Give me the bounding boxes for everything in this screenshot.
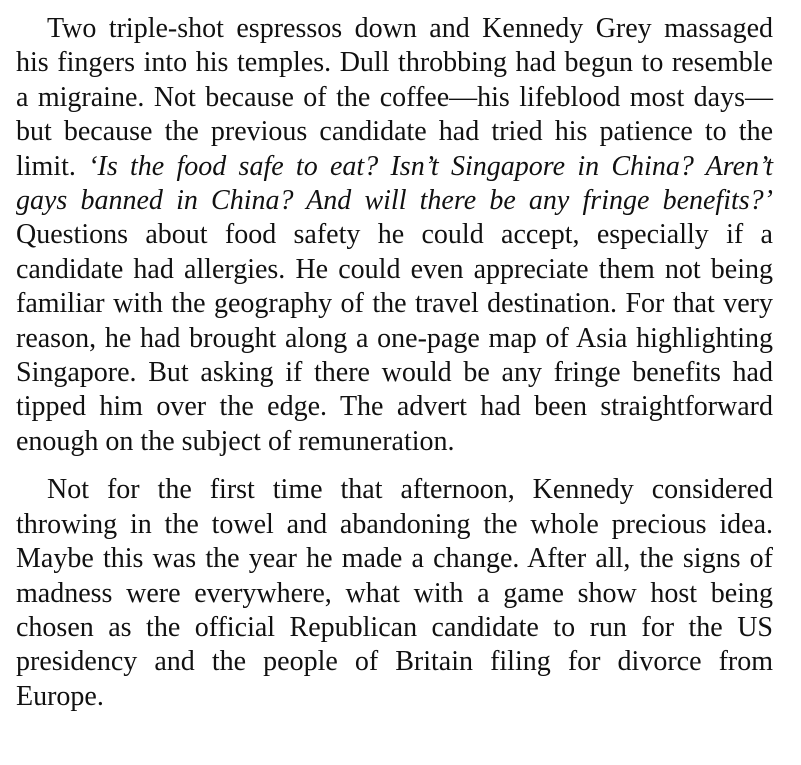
paragraph-1 bbox=[16, 12, 773, 459]
paragraph-1-italic-questions: ‘Is the food safe to eat? Isn’t Singapore in China? Aren’t gays banned in China? And will there be any fringe benefits?’ bbox=[16, 150, 773, 217]
paragraph-1-text-end: Questions about food safety he could accept, especially if a candidate had allergies. He could even appreciate them not being familiar with the geography of the travel destination. For that very reason, he had brought along a one-page map of Asia highlighting Singapore. But asking if there would be any fringe benefits had tipped him over the edge. The advert had been straightforward enough on the subject of remuneration. bbox=[16, 219, 773, 457]
paragraph-1-text-start: Two triple-shot espressos down and Kennedy Grey massaged his fingers into his temples. Dull throbbing had begun to resemble a migraine. Not because of the coffee—his lifeblood most days—but because the previous candidate had tried his patience to the limit. bbox=[16, 13, 773, 182]
paragraph-2: Not for the first time that afternoon, Kennedy considered throwing in the towel and abandoning the whole precious idea. Maybe this was the year he made a change. After all, the signs of madness were everywhere, what with a game show host being chosen as the official Republican candidate to run for the US presidency and the people of Britain filing for divorce from Europe. bbox=[16, 474, 773, 712]
